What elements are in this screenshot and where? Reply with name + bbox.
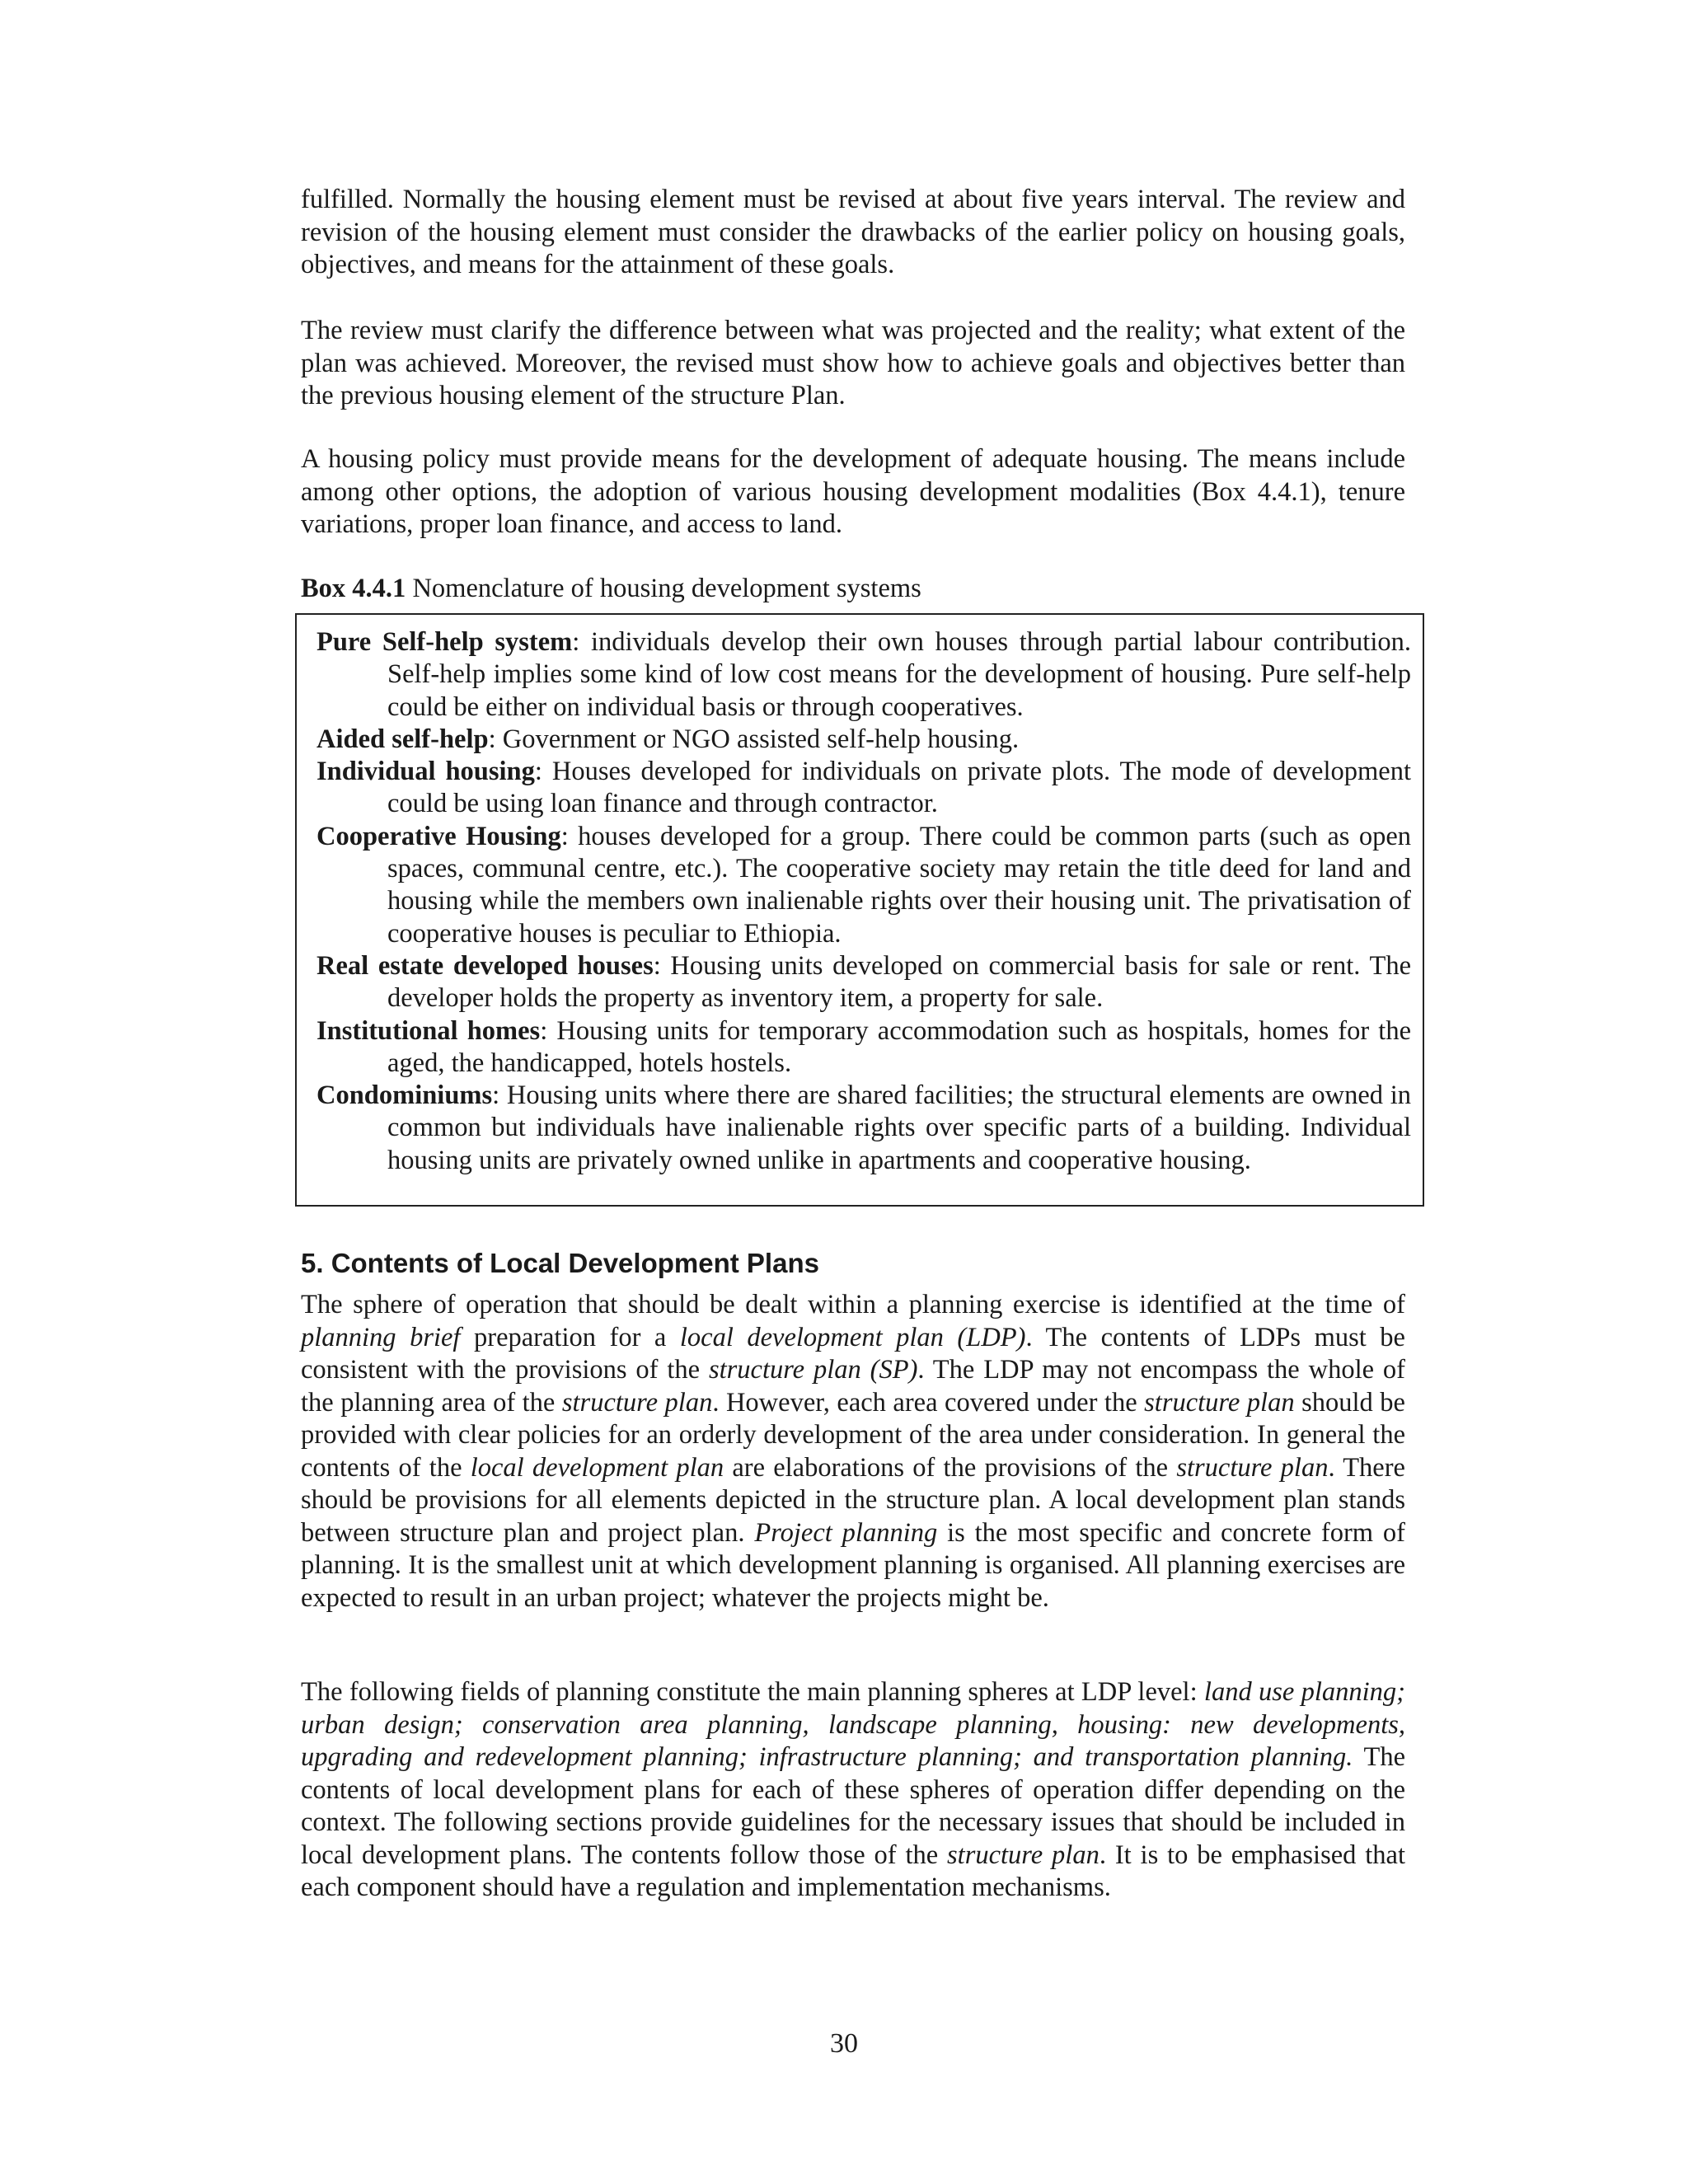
italic-run: planning brief [301, 1322, 461, 1352]
italic-run: local development plan [470, 1452, 724, 1483]
entry-definition: : Government or NGO assisted self-help housing. [488, 724, 1020, 754]
italic-run: land use planning; urban design; conservation area planning, landscape planning, housing: new developments, upgrading and redevelopment planning; infrastructure planning; and transportation planning. [301, 1677, 1406, 1772]
text-run: . It is to be emphasised that each component should have a regulation and implementation mechanisms. [301, 1840, 1405, 1902]
paragraph-housing-policy: A housing policy must provide means for the development of adequate housing. The means include among other options, the adoption of various housing development modalities (Box 4.4.1), tenure variations, proper loan finance, and access to land. [301, 444, 1405, 539]
text-run: The contents of local development plans for each of these spheres of operation differ depending on the context. The following sections provide guidelines for the necessary issues that should be included in local development plans. The contents follow those of the [301, 1742, 1405, 1870]
text-run: is the most specific and concrete form of planning. It is the smallest unit at which development planning is organised. All planning exercises are expected to result in an urban project; whatever the projects might be. [301, 1517, 1405, 1613]
entry-definition: : Housing units for temporary accommodation such as hospitals, homes for the aged, the handicapped, hotels hostels. [387, 1015, 1411, 1078]
paragraph-housing-revision: fulfilled. Normally the housing element must be revised at about five years interval. The review and revision of the housing element must consider the drawbacks of the earlier policy on housing goals, objectives, and means for the attainment of these goals. [301, 185, 1405, 279]
box-caption-text: Nomenclature of housing development systems [406, 574, 921, 603]
entry-pure-self-help [316, 626, 1411, 724]
box-caption-label: Box 4.4.1 [301, 574, 406, 603]
italic-run: structure plan (SP) [708, 1355, 918, 1385]
section-heading: 5. Contents of Local Development Plans [301, 1248, 819, 1278]
text-run: . The LDP may not encompass the whole of the planning area of the [301, 1355, 1405, 1418]
entry-term: Real estate developed houses [316, 950, 654, 981]
nomenclature-list [316, 626, 1411, 1177]
entry-real-estate [316, 950, 1411, 1015]
text-run: preparation for a [460, 1322, 680, 1352]
entry-definition: : houses developed for a group. There could be common parts (such as open spaces, communal centre, etc.). The cooperative society may retain the title deed for land and housing while the members own inalienable rights over their housing unit. The privatisation of cooperative houses is peculiar to Ethiopia. [387, 821, 1411, 949]
entry-aided-self-help [316, 724, 1411, 756]
italic-run: structure plan [947, 1840, 1100, 1870]
paragraph-planning-spheres [301, 1676, 1405, 1905]
entry-term: Cooperative Housing [316, 821, 561, 851]
entry-definition: : individuals develop their own houses through partial labour contribution. Self-help implies some kind of low cost means for the development of housing. Pure self-help could be either on individual basis or through cooperatives. [387, 627, 1411, 722]
entry-term: Aided self-help [316, 724, 489, 754]
page-number: 30 [830, 2028, 858, 2059]
entry-term: Institutional homes [316, 1015, 541, 1046]
italic-run: local development plan (LDP) [679, 1322, 1026, 1352]
paragraph-review: The review must clarify the difference between what was projected and the reality; what extent of the plan was achieved. Moreover, the revised must show how to achieve goals and objectives better than the previous housing element of the structure Plan. [301, 316, 1405, 410]
entry-institutional-homes [316, 1015, 1411, 1080]
paragraph-ldp-contents [301, 1289, 1405, 1615]
text-run: . The contents of LDPs must be consistent with the provisions of the [301, 1322, 1405, 1385]
text-run: The following fields of planning constitute the main planning spheres at LDP level: [301, 1677, 1204, 1707]
entry-definition: : Housing units developed on commercial basis for sale or rent. The developer holds the property as inventory item, a property for sale. [387, 950, 1412, 1014]
italic-run: structure plan [1144, 1387, 1295, 1418]
italic-run: structure plan [1176, 1452, 1329, 1483]
box-caption [301, 573, 1405, 606]
entry-term: Pure Self-help system [316, 627, 573, 657]
entry-cooperative-housing [316, 821, 1411, 950]
text-run: The sphere of operation that should be dealt within a planning exercise is identified at the time of [301, 1290, 1405, 1319]
italic-run: Project planning [754, 1517, 938, 1548]
text-run: . However, each area covered under the [712, 1387, 1145, 1418]
italic-run: structure plan [561, 1387, 713, 1418]
entry-definition: : Housing units where there are shared facilities; the structural elements are owned in common but individuals have inalienable rights over specific parts of a building. Individual housing units are privately owned unlike in apartments and cooperative housing. [387, 1080, 1411, 1175]
entry-term: Individual housing [316, 757, 535, 787]
text-run: . There should be provisions for all elements depicted in the structure plan. A local development plan stands between structure plan and project plan. [301, 1452, 1405, 1548]
entry-condominiums [316, 1080, 1411, 1177]
entry-term: Condominiums [316, 1080, 493, 1111]
entry-individual-housing [316, 756, 1411, 821]
entry-definition: : Houses developed for individuals on private plots. The mode of development could be using loan finance and through contractor. [387, 757, 1411, 819]
nomenclature-box [295, 613, 1424, 1207]
text-run: are elaborations of the provisions of the [724, 1452, 1177, 1483]
text-run: should be provided with clear policies for an orderly development of the area under consideration. In general the contents of the [301, 1387, 1405, 1483]
